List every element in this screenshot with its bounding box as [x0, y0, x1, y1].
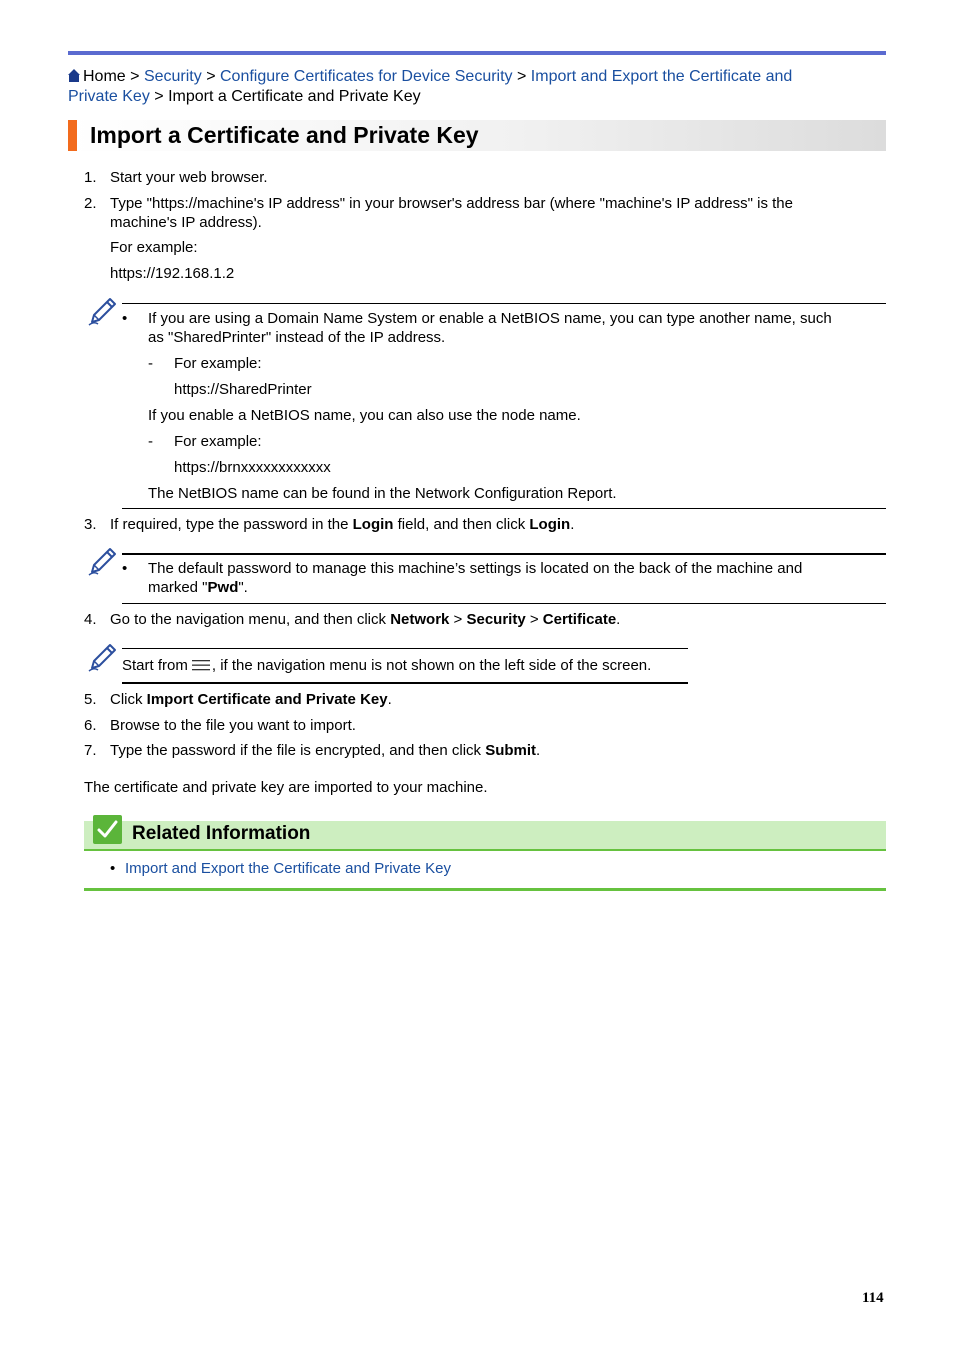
- note-example-url: https://brnxxxxxxxxxxxx: [174, 459, 331, 476]
- step-text: Type "https://machine's IP address" in your browser's address bar (where "machine's IP address" is the machine's IP address).: [110, 195, 793, 231]
- breadcrumb-current: Import a Certificate and Private Key: [168, 88, 421, 105]
- note-example-url: https://SharedPrinter: [174, 381, 312, 398]
- step-text: Go to the navigation menu, and then click Network > Security > Certificate.: [110, 611, 621, 628]
- note-bottom-rule: [122, 682, 688, 684]
- breadcrumb-separator: >: [517, 68, 527, 85]
- page-title-bar: [68, 120, 886, 151]
- related-import-export-link[interactable]: Import and Export the Certificate and Private Key: [125, 860, 451, 877]
- breadcrumb-separator: >: [130, 68, 140, 85]
- note-for-example: For example:: [174, 433, 262, 450]
- pencil-icon: [86, 642, 118, 674]
- step-text: Start your web browser.: [110, 169, 268, 186]
- note-report-text: The NetBIOS name can be found in the Network Configuration Report.: [148, 485, 617, 502]
- note-top-rule: [122, 303, 886, 304]
- example-url: https://192.168.1.2: [110, 265, 235, 282]
- top-rule: [68, 51, 886, 55]
- pencil-icon: [86, 296, 118, 328]
- note-dash: -: [148, 355, 153, 372]
- pencil-icon: [86, 546, 118, 578]
- step-text: Browse to the file you want to import.: [110, 717, 356, 734]
- step-number: 5.: [84, 691, 97, 708]
- title-accent: [68, 120, 77, 151]
- step-number: 3.: [84, 516, 97, 533]
- breadcrumb-configure-link[interactable]: Configure Certificates for Device Security: [219, 68, 513, 85]
- note-top-rule: [122, 553, 886, 555]
- result-text: The certificate and private key are imported to your machine.: [84, 779, 488, 796]
- breadcrumb: [68, 67, 868, 107]
- checkmark-icon: [93, 815, 122, 844]
- note-dash: -: [148, 433, 153, 450]
- note-for-example: For example:: [174, 355, 262, 372]
- for-example-label: For example:: [110, 239, 198, 256]
- breadcrumb-import-export-link-cont[interactable]: Private Key: [68, 88, 150, 105]
- step-number: 1.: [84, 169, 97, 186]
- breadcrumb-import-export-link[interactable]: Import and Export the Certificate and: [530, 68, 793, 85]
- page-number: 114: [862, 1290, 884, 1306]
- step-number: 2.: [84, 195, 97, 212]
- note-top-rule: [122, 648, 688, 649]
- step-text: Click Import Certificate and Private Key.: [110, 691, 392, 708]
- breadcrumb-separator: >: [206, 68, 216, 85]
- related-bullet: •: [110, 860, 116, 877]
- note-bullet: •: [122, 310, 128, 327]
- note-bottom-rule: [122, 603, 886, 604]
- step-number: 7.: [84, 742, 97, 759]
- note-dns-text: If you are using a Domain Name System or enable a NetBIOS name, you can type another name, such as "SharedPrinter" instead of the IP address.: [148, 310, 832, 346]
- page-title: Import a Certificate and Private Key: [90, 122, 479, 148]
- note-menu-text: Start from , if the navigation menu is not shown on the left side of the screen.: [122, 657, 652, 674]
- step-number: 6.: [84, 717, 97, 734]
- related-info-title: Related Information: [132, 823, 311, 844]
- note-bottom-rule: [122, 508, 886, 509]
- breadcrumb-home[interactable]: Home: [83, 68, 126, 85]
- step-text: Type the password if the file is encrypted, and then click Submit.: [110, 742, 541, 759]
- step-text: If required, type the password in the Login field, and then click Login.: [110, 516, 575, 533]
- note-password-text: The default password to manage this machine’s settings is located on the back of the machine and marked "Pwd".: [148, 560, 803, 596]
- related-bottom-rule: [84, 888, 886, 891]
- hamburger-menu-icon: [192, 659, 210, 671]
- note-netbios-text: If you enable a NetBIOS name, you can also use the node name.: [148, 407, 581, 424]
- home-icon[interactable]: [68, 69, 80, 82]
- note-bullet: •: [122, 560, 128, 577]
- breadcrumb-security-link[interactable]: Security: [143, 68, 202, 85]
- breadcrumb-separator: >: [154, 88, 164, 105]
- step-number: 4.: [84, 611, 97, 628]
